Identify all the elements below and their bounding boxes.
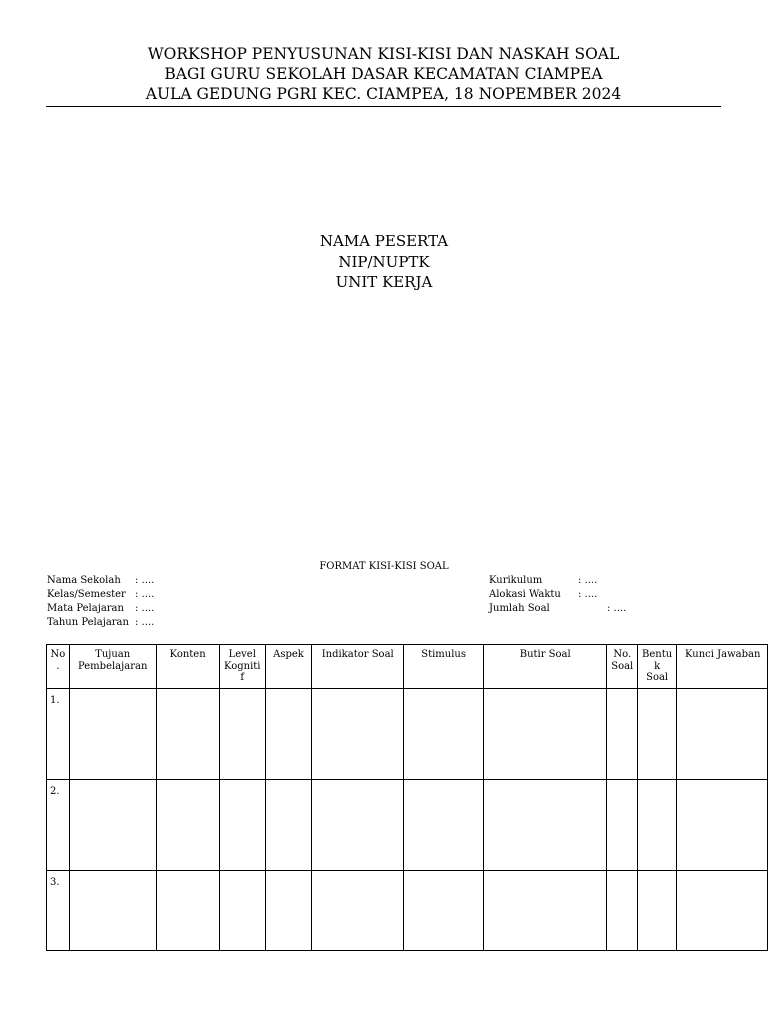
header-divider bbox=[46, 106, 721, 107]
table-cell bbox=[312, 870, 404, 950]
table-cell bbox=[607, 779, 638, 870]
row-number: 1. bbox=[47, 688, 70, 779]
info-label: Jumlah Soal bbox=[489, 603, 550, 614]
row-number: 3. bbox=[47, 870, 70, 950]
info-value: : .... bbox=[135, 617, 155, 628]
info-value: : .... bbox=[135, 575, 155, 586]
info-row-nama-sekolah bbox=[47, 574, 154, 588]
info-row-tahun-pelajaran bbox=[47, 616, 154, 630]
format-title: FORMAT KISI-KISI SOAL bbox=[319, 561, 449, 572]
info-value: : .... bbox=[578, 575, 598, 586]
column-header-indikator-soal: Indikator Soal bbox=[312, 645, 404, 689]
column-header-tujuan-pembelajaran: Tujuan Pembelajaran bbox=[69, 645, 156, 689]
table-cell bbox=[219, 870, 265, 950]
table-cell bbox=[156, 870, 219, 950]
table-cell bbox=[607, 870, 638, 950]
info-row-kurikulum bbox=[489, 574, 626, 588]
info-value: : .... bbox=[135, 589, 155, 600]
info-row-mata-pelajaran bbox=[47, 602, 154, 616]
info-right-block bbox=[489, 574, 626, 616]
table-cell bbox=[404, 779, 484, 870]
header-title-line-1: WORKSHOP PENYUSUNAN KISI-KISI DAN NASKAH SOAL bbox=[147, 45, 620, 63]
table-cell bbox=[156, 779, 219, 870]
table-cell bbox=[69, 688, 156, 779]
table-row bbox=[47, 688, 768, 779]
column-header-stimulus: Stimulus bbox=[404, 645, 484, 689]
table-cell bbox=[484, 870, 607, 950]
row-number: 2. bbox=[47, 779, 70, 870]
participant-block bbox=[0, 231, 768, 293]
info-value: : .... bbox=[578, 589, 598, 600]
table-row bbox=[47, 779, 768, 870]
table-cell bbox=[404, 688, 484, 779]
table-cell bbox=[265, 688, 312, 779]
info-value: : .... bbox=[607, 603, 627, 614]
column-header-no-soal: No. Soal bbox=[607, 645, 638, 689]
column-header-no: No . bbox=[47, 645, 70, 689]
column-header-aspek: Aspek bbox=[265, 645, 312, 689]
column-header-kunci-jawaban: Kunci Jawaban bbox=[677, 645, 768, 689]
header-title-line-3: AULA GEDUNG PGRI KEC. CIAMPEA, 18 NOPEMBER 2024 bbox=[145, 85, 622, 103]
info-row-alokasi-waktu bbox=[489, 588, 626, 602]
info-label: Alokasi Waktu bbox=[489, 589, 561, 600]
info-label: Mata Pelajaran bbox=[47, 603, 124, 614]
table-cell bbox=[677, 779, 768, 870]
table-cell bbox=[69, 870, 156, 950]
document-header bbox=[46, 44, 721, 104]
kisi-kisi-table bbox=[46, 644, 768, 951]
info-row-jumlah-soal bbox=[489, 602, 626, 616]
info-value: : .... bbox=[135, 603, 155, 614]
table-cell bbox=[69, 779, 156, 870]
info-label: Tahun Pelajaran bbox=[47, 617, 129, 628]
header-title-line-2: BAGI GURU SEKOLAH DASAR KECAMATAN CIAMPEA bbox=[164, 65, 603, 83]
column-header-konten: Konten bbox=[156, 645, 219, 689]
table-cell bbox=[265, 870, 312, 950]
table-cell bbox=[607, 688, 638, 779]
column-header-bentuk-soal: Bentu k Soal bbox=[638, 645, 677, 689]
info-left-block bbox=[47, 574, 154, 630]
participant-nip-label: NIP/NUPTK bbox=[338, 252, 430, 271]
info-label: Nama Sekolah bbox=[47, 575, 121, 586]
table-cell bbox=[404, 870, 484, 950]
info-label: Kurikulum bbox=[489, 575, 543, 586]
table-cell bbox=[265, 779, 312, 870]
column-header-butir-soal: Butir Soal bbox=[484, 645, 607, 689]
table-cell bbox=[156, 688, 219, 779]
table-cell bbox=[219, 688, 265, 779]
column-header-level-kognitif: Level Kogniti f bbox=[219, 645, 265, 689]
table-cell bbox=[219, 779, 265, 870]
table-cell bbox=[677, 870, 768, 950]
table-cell bbox=[638, 688, 677, 779]
participant-unit-label: UNIT KERJA bbox=[335, 273, 433, 291]
table-cell bbox=[312, 779, 404, 870]
info-label: Kelas/Semester bbox=[47, 589, 126, 600]
table-header-row bbox=[47, 645, 768, 689]
table-cell bbox=[638, 779, 677, 870]
participant-name-label: NAMA PESERTA bbox=[319, 232, 449, 250]
info-row-kelas-semester bbox=[47, 588, 154, 602]
table-cell bbox=[484, 688, 607, 779]
table-row bbox=[47, 870, 768, 950]
table-cell bbox=[677, 688, 768, 779]
table-cell bbox=[484, 779, 607, 870]
table-cell bbox=[312, 688, 404, 779]
table-cell bbox=[638, 870, 677, 950]
